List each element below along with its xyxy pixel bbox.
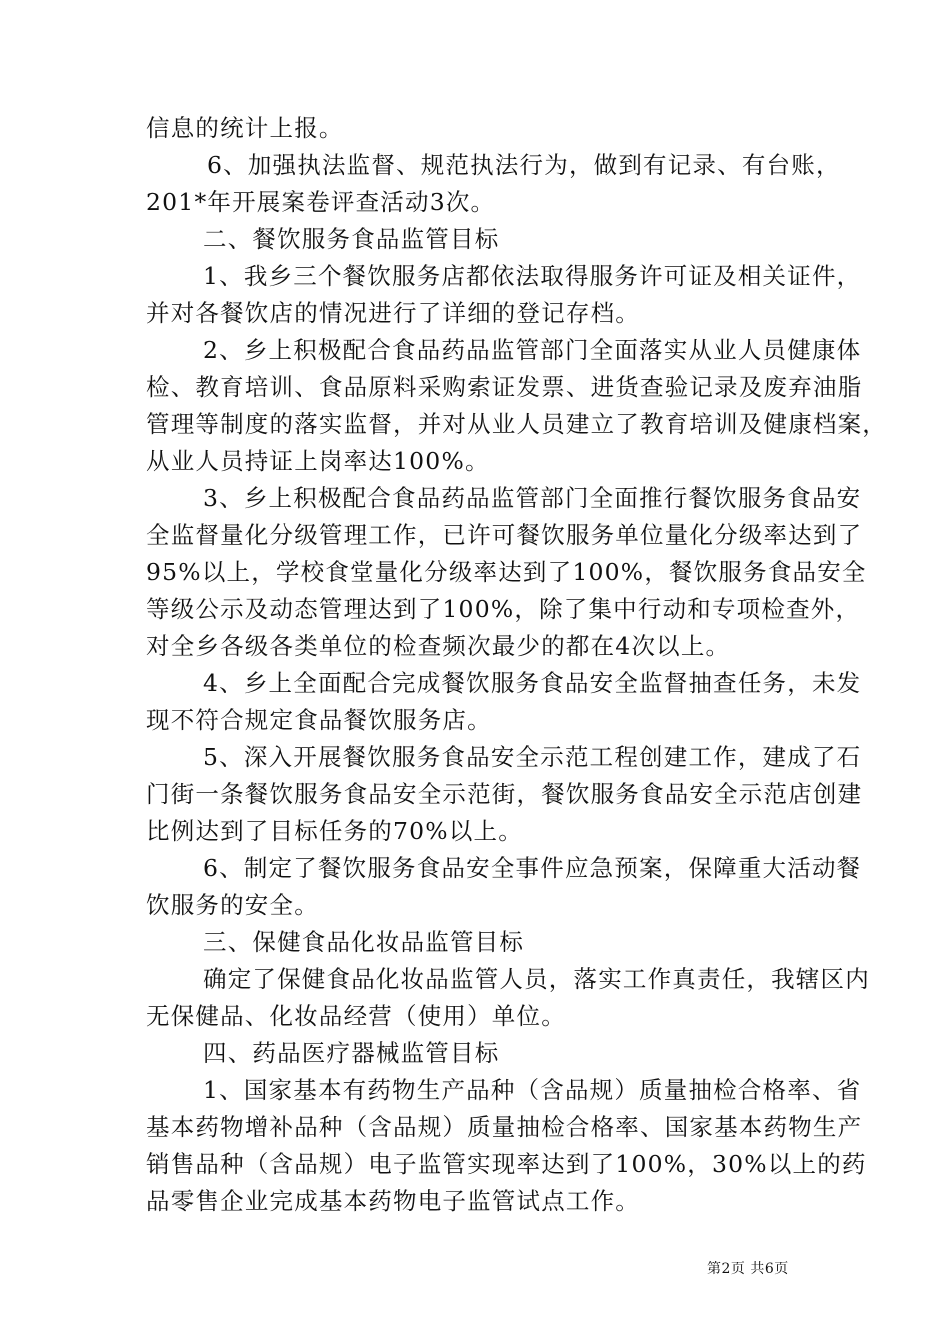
text-line: 95%以上，学校食堂量化分级率达到了100%，餐饮服务食品安全 [146,558,867,586]
text-line: 全监督量化分级管理工作，已许可餐饮服务单位量化分级率达到了 [146,521,863,549]
text-line: 2、乡上积极配合食品药品监管部门全面落实从业人员健康体 [203,336,862,364]
text-line: 3、乡上积极配合食品药品监管部门全面推行餐饮服务食品安 [203,484,862,512]
text-line: 销售品种（含品规）电子监管实现率达到了100%，30%以上的药 [146,1150,867,1178]
text-line: 基本药物增补品种（含品规）质量抽检合格率、国家基本药物生产 [146,1113,863,1141]
text-line: 无保健品、化妆品经营（使用）单位。 [146,1002,566,1030]
text-line: 二、餐饮服务食品监管目标 [203,225,500,253]
text-line: 现不符合规定食品餐饮服务店。 [146,706,492,734]
text-line: 品零售企业完成基本药物电子监管试点工作。 [146,1187,640,1215]
text-line: 三、保健食品化妆品监管目标 [203,928,525,956]
text-line: 确定了保健食品化妆品监管人员，落实工作真责任，我辖区内 [203,965,870,993]
text-line: 对全乡各级各类单位的检查频次最少的都在4次以上。 [146,632,731,660]
text-line: 管理等制度的落实监督，并对从业人员建立了教育培训及健康档案， [146,410,887,438]
text-line: 四、药品医疗器械监管目标 [203,1039,500,1067]
text-line: 检、教育培训、食品原料采购索证发票、进货查验记录及废弃油脂 [146,373,863,401]
text-line: 4、乡上全面配合完成餐饮服务食品安全监督抽查任务，未发 [203,669,862,697]
text-line: 并对各餐饮店的情况进行了详细的登记存档。 [146,299,640,327]
text-line: 等级公示及动态管理达到了100%，除了集中行动和专项检查外， [146,595,861,623]
text-line: 6、加强执法监督、规范执法行为，做到有记录、有台账， [207,151,841,179]
document-body [146,110,887,1220]
text-line: 饮服务的安全。 [146,891,319,919]
text-line: 比例达到了目标任务的70%以上。 [146,817,523,845]
text-line: 6、制定了餐饮服务食品安全事件应急预案，保障重大活动餐 [203,854,862,882]
text-line: 5、深入开展餐饮服务食品安全示范工程创建工作，建成了石 [203,743,862,771]
text-line: 1、我乡三个餐饮服务店都依法取得服务许可证及相关证件， [203,262,862,290]
text-line: 201*年开展案卷评查活动3次。 [146,188,496,216]
text-line: 1、国家基本有药物生产品种（含品规）质量抽检合格率、省 [203,1076,862,1104]
text-line: 从业人员持证上岗率达100%。 [146,447,490,475]
page-number-footer: 第2页 共6页 [707,1261,789,1277]
text-line: 门街一条餐饮服务食品安全示范街，餐饮服务食品安全示范店创建 [146,780,863,808]
text-line: 信息的统计上报。 [146,114,344,142]
